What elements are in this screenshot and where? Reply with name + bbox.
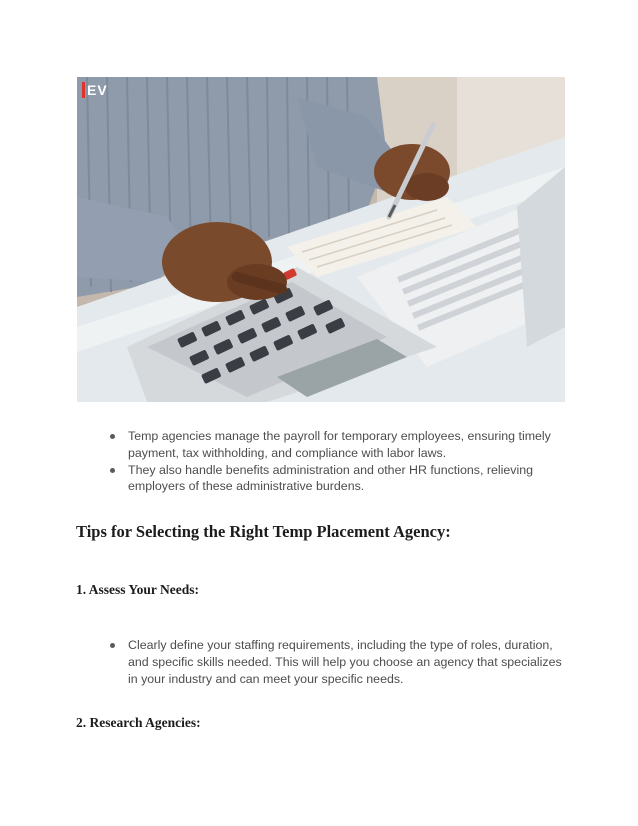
bullet-icon xyxy=(110,434,115,439)
subheading-assess-needs: 1. Assess Your Needs: xyxy=(76,582,200,597)
logo-letter-e: E xyxy=(82,82,97,98)
payroll-bullet-list xyxy=(108,428,568,495)
list-item-text: Clearly define your staffing requirements, including the type of roles, duration, and specific skills needed. This will help you choose an agency that specializes in your industry and can meet your specific needs. xyxy=(128,638,562,686)
subheading-research-agencies: 2. Research Agencies: xyxy=(76,715,201,730)
hero-photo xyxy=(77,77,565,402)
section-heading-tips: Tips for Selecting the Right Temp Placement Agency: xyxy=(76,522,451,541)
list-item-text: They also handle benefits administration and other HR functions, relieving employers of these administrative burdens. xyxy=(128,462,533,494)
list-item xyxy=(108,637,568,687)
list-item-text: Temp agencies manage the payroll for temporary employees, ensuring timely payment, tax withholding, and compliance with labor laws. xyxy=(128,429,551,460)
list-item xyxy=(108,428,568,462)
list-item xyxy=(108,462,568,496)
logo-letter-v: V xyxy=(97,82,108,98)
calculator-photo-illustration xyxy=(77,77,565,402)
brand-logo xyxy=(82,82,108,98)
bullet-icon xyxy=(110,468,115,473)
bullet-icon xyxy=(110,643,115,648)
needs-bullet-list xyxy=(108,637,568,687)
